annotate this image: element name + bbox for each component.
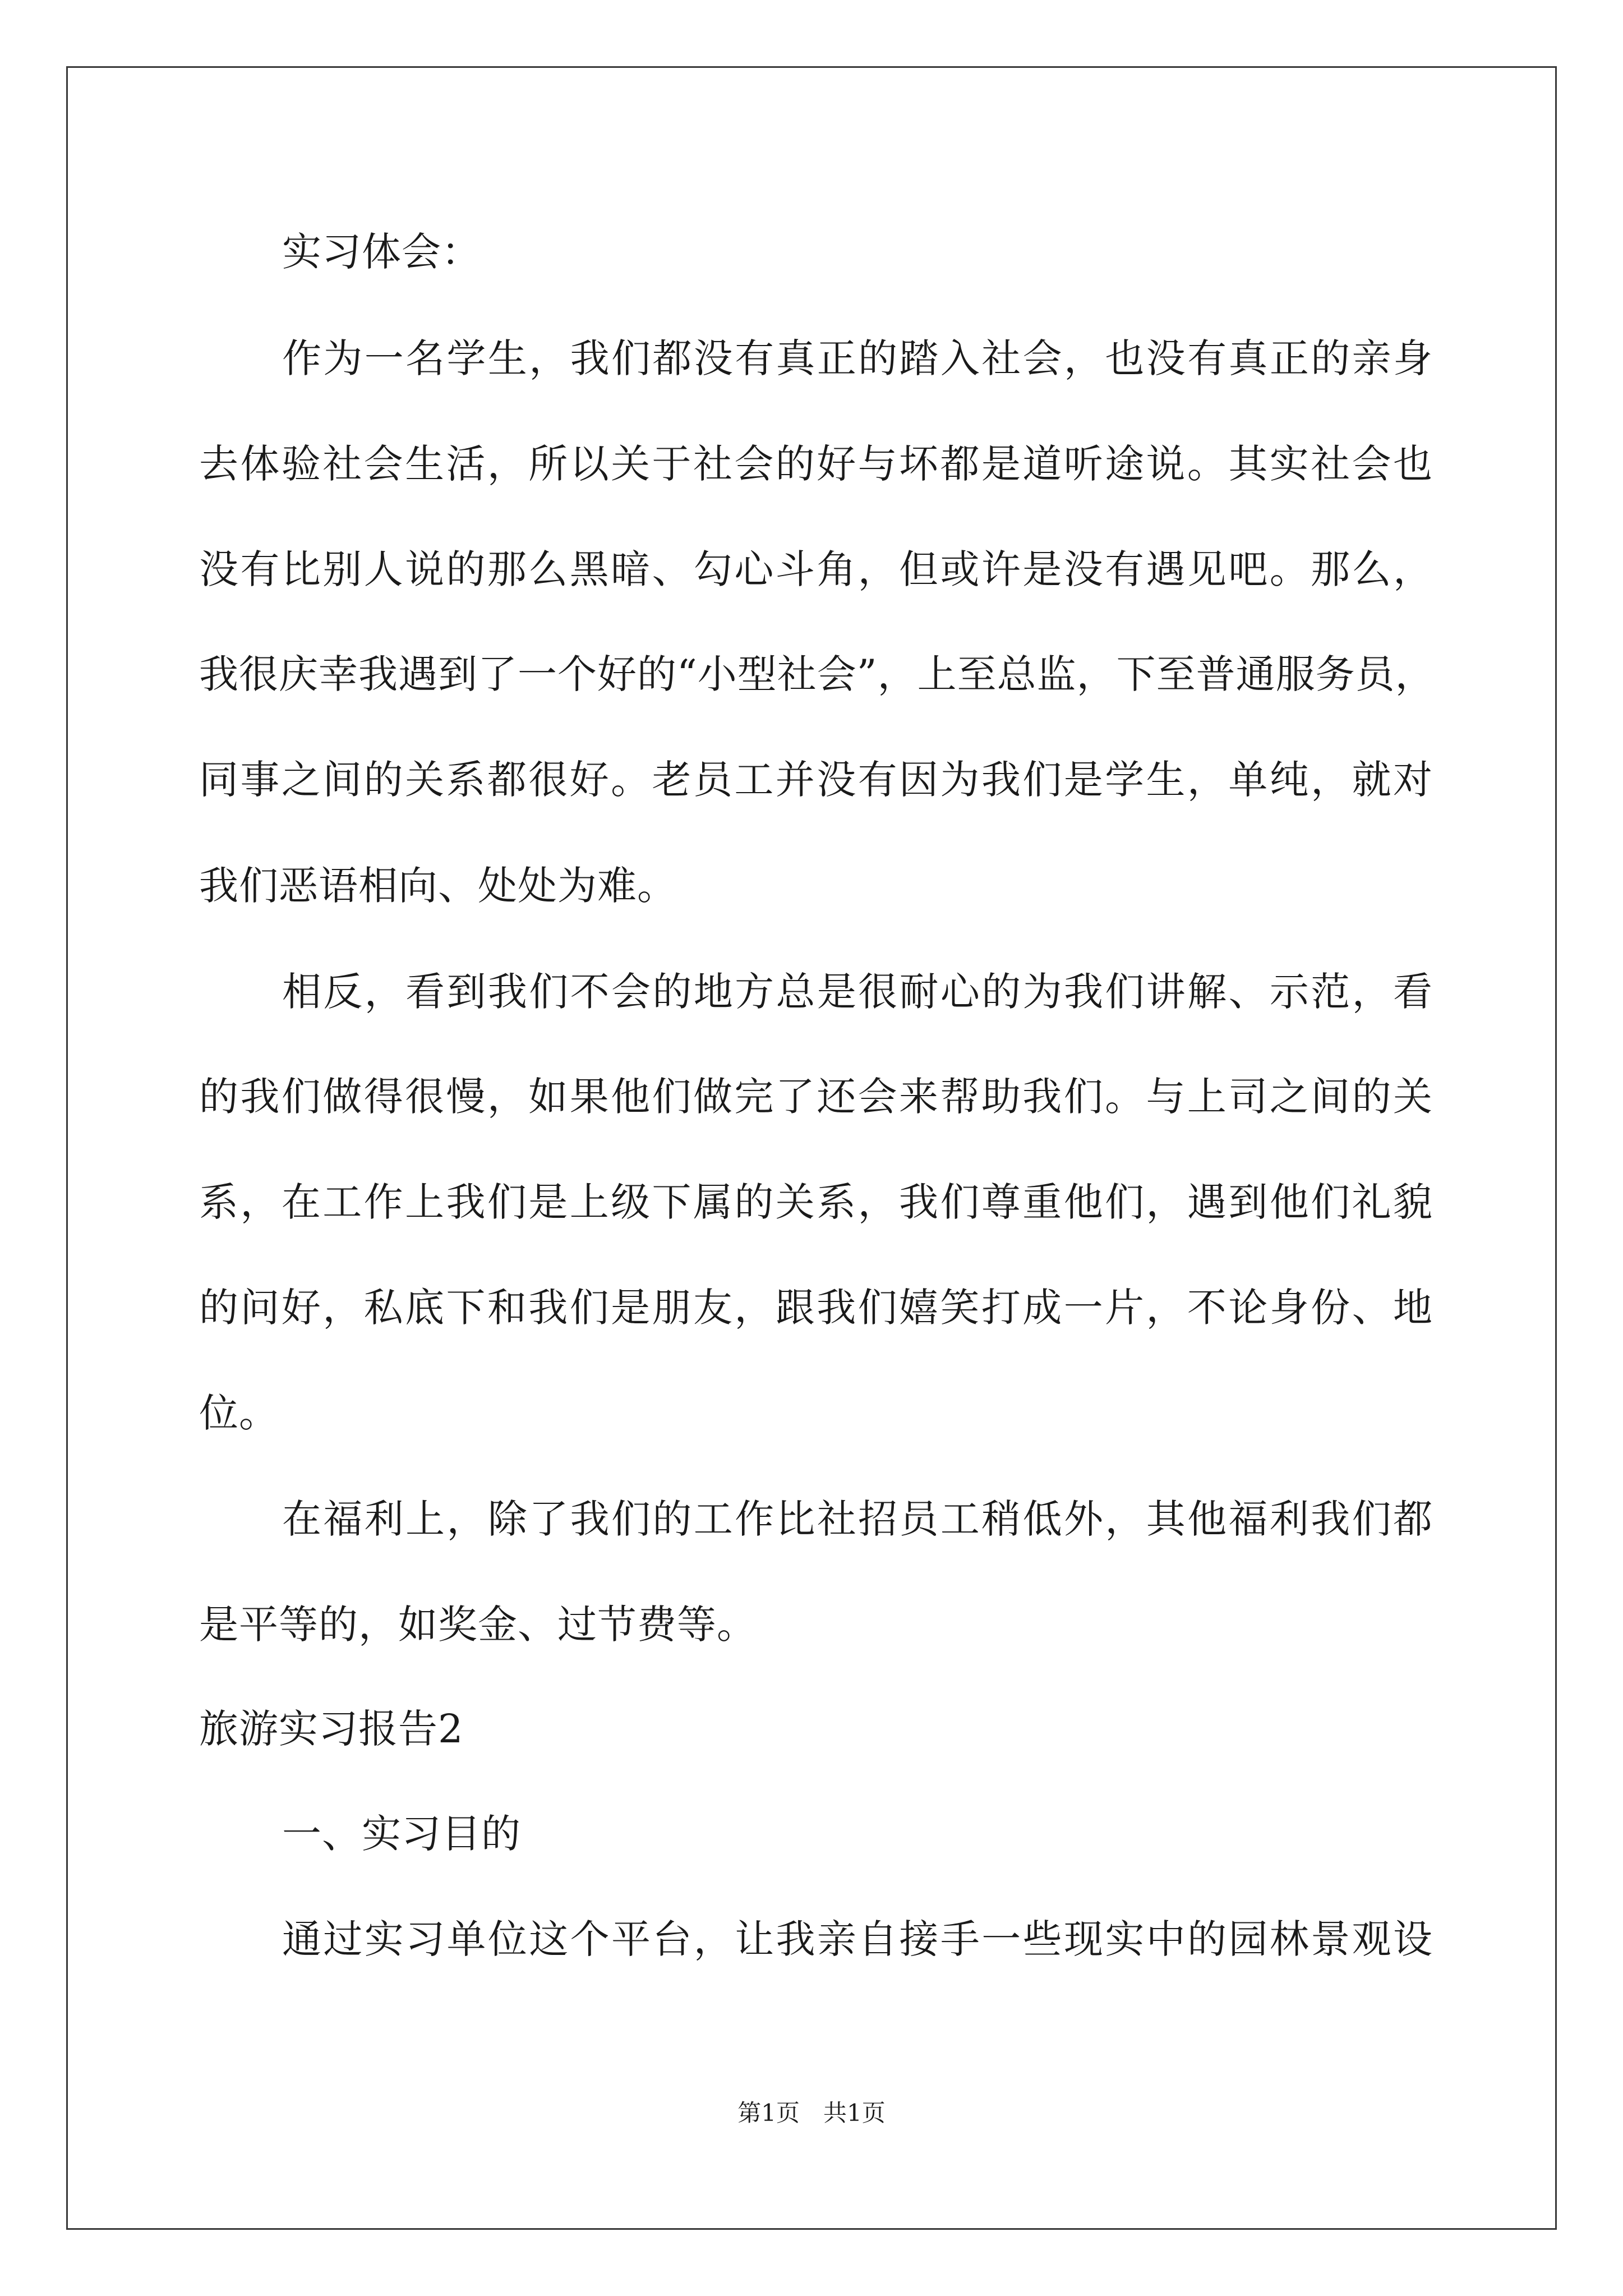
paragraph-line: 作为一名学生，我们都没有真正的踏入社会，也没有真正的亲身 — [282, 335, 1433, 381]
page-footer: 第1页 共1页 — [737, 2099, 886, 2127]
paragraph-line: 我很庆幸我遇到了一个好的“小型社会”，上至总监，下至普通服务员， — [199, 651, 1435, 697]
paragraph-line: 位。 — [199, 1390, 279, 1436]
paragraph-line: 我们恶语相向、处处为难。 — [199, 863, 677, 909]
report-title: 旅游实习报告2 — [199, 1706, 464, 1752]
paragraph-line: 系，在工作上我们是上级下属的关系，我们尊重他们，遇到他们礼貌 — [199, 1179, 1433, 1225]
paragraph-line: 是平等的，如奖金、过节费等。 — [199, 1602, 757, 1648]
paragraph-line: 的我们做得很慢，如果他们做完了还会来帮助我们。与上司之间的关 — [199, 1074, 1433, 1120]
page-border — [66, 66, 1557, 2230]
paragraph-line: 在福利上，除了我们的工作比社招员工稍低外，其他福利我们都 — [282, 1496, 1433, 1542]
paragraph-line: 相反，看到我们不会的地方总是很耐心的为我们讲解、示范，看 — [282, 969, 1433, 1015]
section-heading: 实习体会： — [282, 229, 481, 275]
section-heading: 一、实习目的 — [282, 1811, 521, 1857]
paragraph-line: 通过实习单位这个平台，让我亲自接手一些现实中的园林景观设 — [282, 1916, 1433, 1962]
paragraph-line: 的问好，私底下和我们是朋友，跟我们嬉笑打成一片，不论身份、地 — [199, 1285, 1433, 1331]
paragraph-line: 去体验社会生活，所以关于社会的好与坏都是道听途说。其实社会也 — [199, 441, 1433, 487]
paragraph-line: 同事之间的关系都很好。老员工并没有因为我们是学生，单纯，就对 — [199, 757, 1433, 803]
paragraph-line: 没有比别人说的那么黑暗、勾心斗角，但或许是没有遇见吧。那么， — [199, 546, 1433, 592]
